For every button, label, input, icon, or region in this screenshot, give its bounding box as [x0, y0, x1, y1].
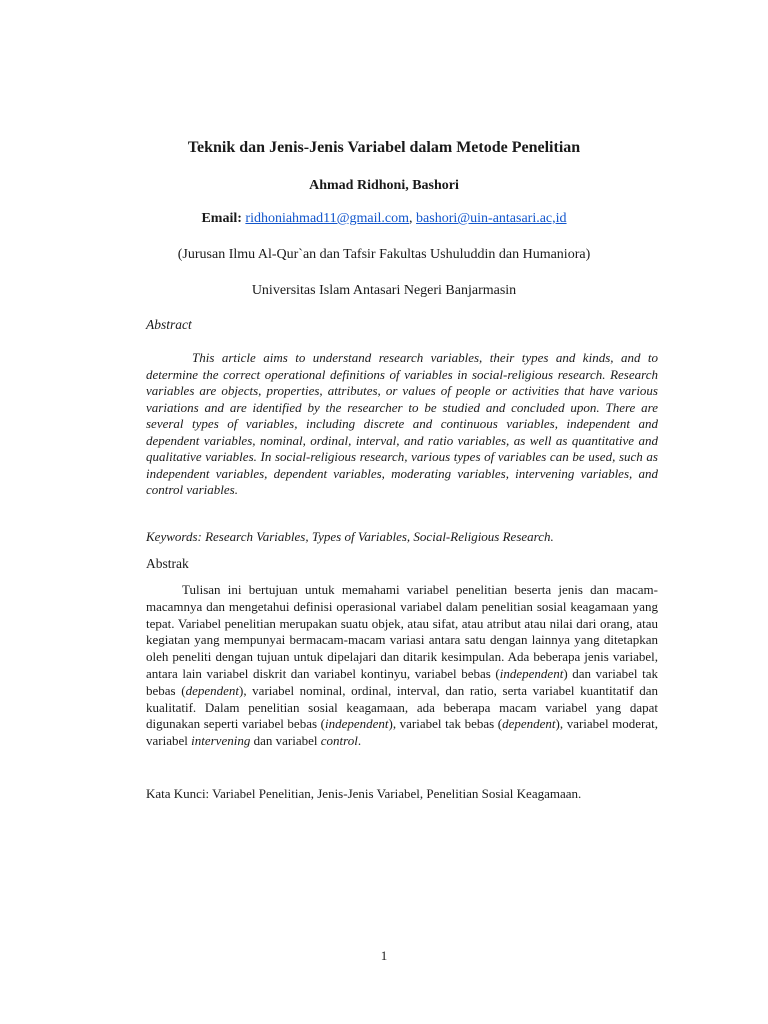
- abstract-keywords: Keywords: Research Variables, Types of Variables, Social-Religious Research.: [146, 529, 554, 544]
- abstrak-text-6: dan variabel: [250, 733, 321, 749]
- abstrak-text-5: ), variabel moderat, variabel: [146, 716, 658, 749]
- abstrak-text-1: Tulisan ini bertujuan untuk memahami variabel penelitian beserta jenis dan macam-macamnya dan mengetahui definisi operasional variabel dalam penelitian sosial keagamaan yang tepat. Variabel penelitian merupakan suatu objek, atau sifat, atau atribut atau nilai dari orang, atau kegiatan yang mempunyai bermacam-macam variasi antara satu dengan lainnya yang ditetapkan oleh peneliti dengan tujuan untuk dipelajari dan ditarik kesimpulan. Ada beberapa jenis variabel, antara lain variabel diskrit dan variabel kontinyu, variabel bebas (: [146, 582, 658, 681]
- abstrak-italic-4: dependent: [502, 716, 556, 732]
- abstrak-heading: Abstrak: [146, 556, 189, 571]
- abstract-text: This article aims to understand research variables, their types and kinds, and to determine the correct operational definitions of variables in social-religious research. Research variables are objects, properties, attributes, or values of people or activities that have various variations and are identified by the researcher to be studied and concluded upon. There are several types of variables, including discrete and continuous variables, independent and dependent variables, nominal, ordinal, interval, and ratio variables, as well as quantitative and qualitative variables. In social-religious research, various types of variables can be used, such as independent variables, dependent variables, moderating variables, intervening variables, and control variables.: [146, 350, 658, 497]
- paper-title: Teknik dan Jenis-Jenis Variabel dalam Metode Penelitian: [187, 139, 581, 156]
- abstrak-italic-2: dependent: [185, 682, 239, 698]
- abstrak-text-7: .: [357, 733, 362, 749]
- abstract-heading: Abstract: [146, 317, 192, 332]
- page-number: 1: [380, 948, 388, 963]
- abstrak-italic-5: intervening: [191, 733, 251, 749]
- abstract-body: [146, 350, 658, 499]
- email-label: Email:: [201, 211, 242, 226]
- abstrak-italic-3: independent: [324, 716, 389, 732]
- abstrak-keywords: Kata Kunci: Variabel Penelitian, Jenis-Jenis Variabel, Penelitian Sosial Keagamaan.: [146, 786, 582, 801]
- email-link-2[interactable]: bashori@uin-antasari.ac,id: [416, 211, 567, 226]
- abstrak-italic-1: independent: [499, 665, 564, 681]
- abstrak-text-3: ), variabel nominal, ordinal, interval, dan ratio, serta variabel kuantitatif dan kualitatif. Dalam penelitian sosial keagamaan, ada beberapa macam variabel yang dapat digunakan seperti variabel bebas (: [146, 682, 658, 732]
- email-separator: ,: [409, 211, 413, 226]
- abstrak-text-4: ), variabel tak bebas (: [388, 716, 503, 732]
- abstrak-text-2: ) dan variabel tak bebas (: [146, 665, 659, 698]
- author-names: Ahmad Ridhoni, Bashori: [309, 178, 459, 193]
- abstrak-body: [146, 582, 658, 750]
- university: Universitas Islam Antasari Negeri Banjarmasin: [251, 283, 517, 298]
- affiliation: (Jurusan Ilmu Al-Qur`an dan Tafsir Fakultas Ushuluddin dan Humaniora): [177, 247, 591, 262]
- abstrak-italic-6: control: [320, 733, 358, 749]
- email-link-1[interactable]: ridhoniahmad11@gmail.com: [245, 211, 410, 226]
- email-line: [0, 211, 768, 227]
